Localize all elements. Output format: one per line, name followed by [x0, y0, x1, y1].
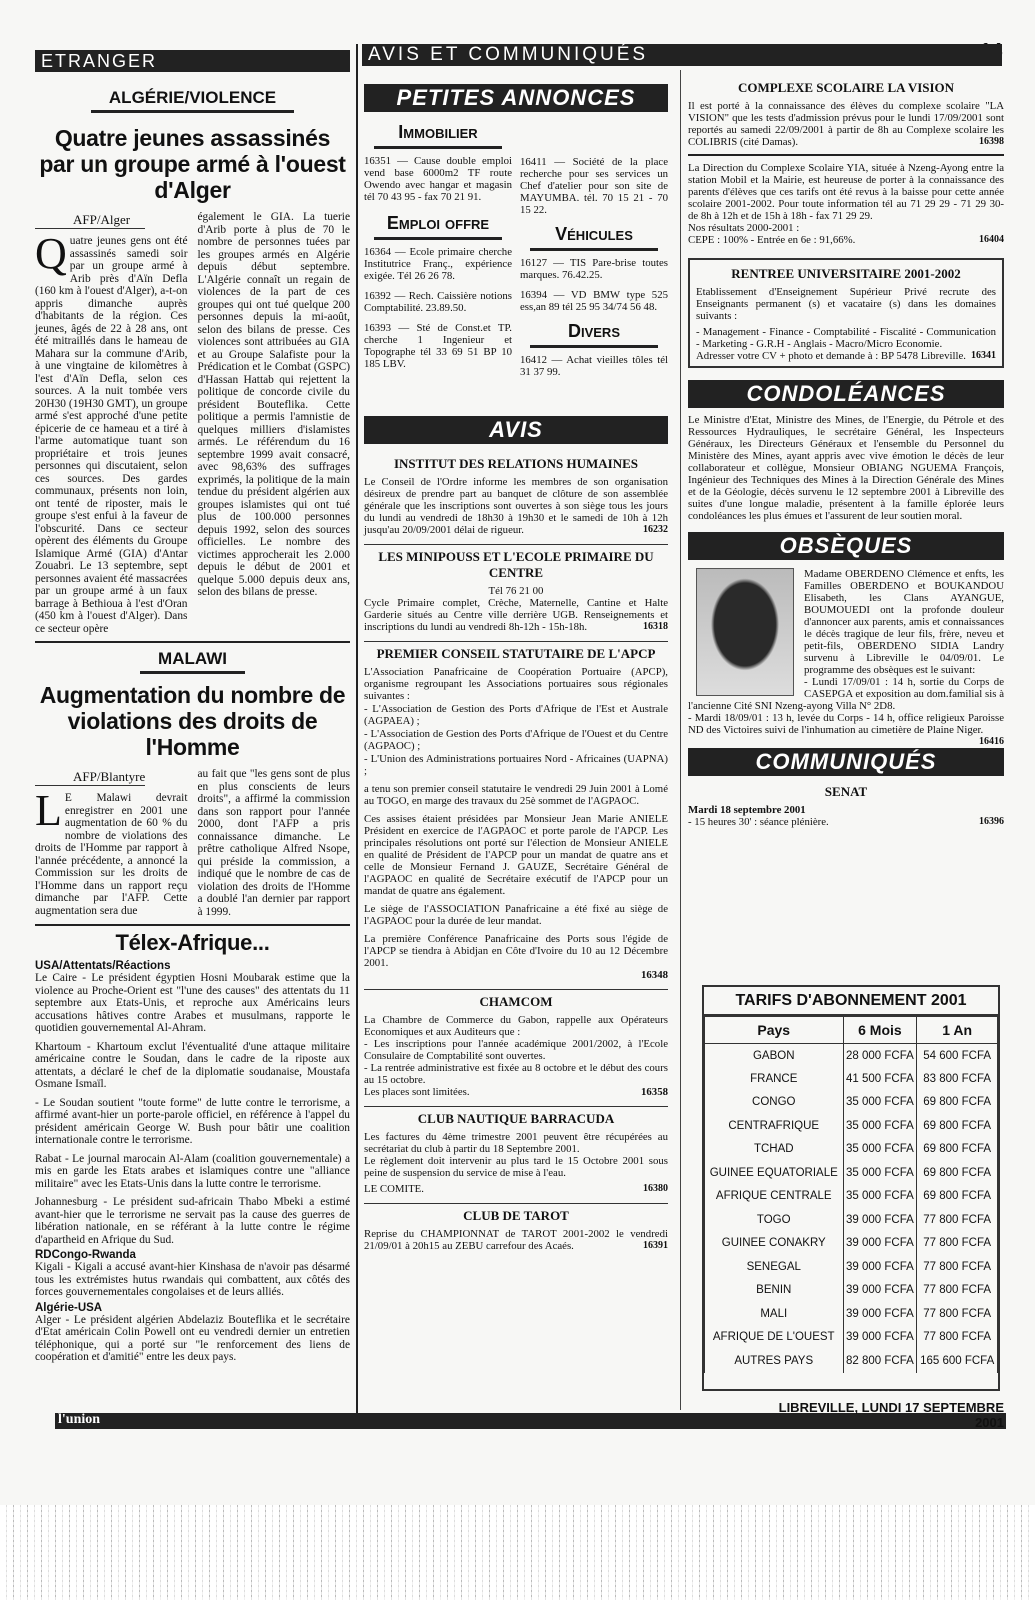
- notice-title: CLUB DE TAROT: [463, 1208, 569, 1223]
- notice-title: LES MINIPOUSS ET L'ECOLE PRIMAIRE DU CENTRE: [378, 549, 654, 580]
- notice-paragraph: - Les inscriptions pour l'année académique 2001/2002, à l'Ecole Consulaire de Comptabilité sont ouvertes.: [364, 1038, 668, 1062]
- footer-date: LIBREVILLE, LUNDI 17 SEPTEMBRE 2001: [778, 1400, 1004, 1430]
- table-cell: 77 800 FCFA: [917, 1255, 998, 1279]
- table-cell: 165 600 FCFA: [917, 1349, 998, 1373]
- table-cell: 39 000 FCFA: [843, 1255, 917, 1279]
- notice-title: COMPLEXE SCOLAIRE LA VISION: [737, 80, 955, 95]
- table-cell: 39 000 FCFA: [843, 1208, 917, 1232]
- table-cell: 39 000 FCFA: [843, 1279, 917, 1303]
- table-cell: 35 000 FCFA: [843, 1138, 917, 1162]
- table-cell: 54 600 FCFA: [917, 1044, 998, 1068]
- classified-ad: 16351 — Cause double emploi vend base 6000m2 TF route Owendo avec hangar et magasin tél 70 43 95 - fax 70 21 91.: [364, 155, 512, 203]
- article-kicker: ALGÉRIE/VIOLENCE: [35, 88, 350, 113]
- table-row: [705, 1114, 998, 1138]
- classified-ad: 16412 — Achat vieilles tôles tél 31 37 99.: [520, 354, 668, 378]
- notice-paragraph: Les places sont limitées.: [364, 1086, 470, 1098]
- avis-label: AVIS: [364, 416, 668, 444]
- chamcom-notice: [364, 1014, 668, 1098]
- table-cell: 28 000 FCFA: [843, 1044, 917, 1068]
- notice-paragraph: La première Conférence Panafricaine des Ports sous l'égide de l'APCP se tiendra à Abidjan en Côte d'Ivoire du 10 au 12 Décembre 2001.: [364, 933, 668, 969]
- notice-ref: 16348: [641, 969, 668, 981]
- notice-paragraph: - L'Union des Administrations portuaires Nord - Africaines (UAPNA) ;: [364, 753, 668, 777]
- table-cell: AFRIQUE DE L'OUEST: [705, 1326, 844, 1350]
- notice-paragraph: - La rentrée administrative est fixée au 8 octobre et le début des cours au 15 octobre.: [364, 1062, 668, 1086]
- table-cell: 41 500 FCFA: [843, 1067, 917, 1091]
- section-header-avis: AVIS ET COMMUNIQUÉS: [362, 44, 1002, 66]
- avis-column: [364, 84, 668, 1252]
- obseques-label: OBSÈQUES: [688, 532, 1004, 560]
- notice-paragraph: - L'Association de Gestion des Ports d'Afrique de l'Ouest et du Centre (AGPAOC) ;: [364, 728, 668, 752]
- notice-paragraph: Ces assises étaient présidées par Monsieur Jean Marie ANIELE Président en exercice de l'AGPAOC et porte parole de l'APCP. Les principales résolutions ont porté sur l'élection de Monsieur ANIELE en qualité de Président de l'APCP pour un mandat de quatre ans et celle de Monsieur Fernand J. GAUZE, Secrétaire Général de l'AGPAOC en qualité de Secrétaire exécutif de l'APCP pour un mandat de quatre ans également.: [364, 813, 668, 897]
- table-row: [705, 1044, 998, 1068]
- notice-text: Reprise du CHAMPIONNAT de TAROT 2001-2002 le vendredi 21/09/01 à 20h15 au ZEBU carrefour des Acaés. 16391: [364, 1228, 668, 1252]
- section-header-etranger: ETRANGER: [35, 50, 350, 72]
- table-row: [705, 1138, 998, 1162]
- notice-paragraph: Le siège de l'ASSOCIATION Panafricaine a été fixé au siège de l'AGPAOC pour la durée de leur mandat.: [364, 903, 668, 927]
- classified-ad: 16411 — Société de la place recherche pour ses services un Chef d'atelier pour son site de MAYUMBA. tél. 70 15 21 - 70 15 22.: [520, 156, 668, 216]
- article-kicker: MALAWI: [35, 649, 350, 674]
- notice-title: CHAMCOM: [479, 994, 553, 1009]
- table-cell: 69 800 FCFA: [917, 1161, 998, 1185]
- tarifs-title: TARIFS D'ABONNEMENT 2001: [704, 987, 998, 1016]
- table-cell: 77 800 FCFA: [917, 1208, 998, 1232]
- article-headline: Augmentation du nombre de violations des droits de l'Homme: [39, 682, 346, 760]
- category-vehicules: Véhicules: [530, 224, 658, 251]
- table-cell: FRANCE: [705, 1067, 844, 1091]
- table-cell: GUINEE CONAKRY: [705, 1232, 844, 1256]
- table-row: [705, 1232, 998, 1256]
- table-cell: 35 000 FCFA: [843, 1185, 917, 1209]
- table-cell: 77 800 FCFA: [917, 1232, 998, 1256]
- article-text: E Malawi devrait enregistrer en 2001 une augmentation de 60 % du nombre de violations des droits de l'Homme par rapport à l'année précédente, a annoncé la Commission sur les droits de l'Homme dans un rapport reçu dimanche par l'AFP. Cette augmentation sera due: [35, 792, 188, 917]
- notice-paragraph: - L'Association de Gestion des Ports d'Afrique de l'Est et Australe (AGPAEA) ;: [364, 703, 668, 727]
- telex-item-text: Alger - Le président algérien Abdelaziz Bouteflika et le secrétaire d'Etat américain Colin Powell ont eu vendredi dernier un entretien téléphonique, qui a porté sur "le renforcement des liens de coopération et d'amitié" entre les deux pays.: [35, 1313, 350, 1363]
- table-cell: 83 800 FCFA: [917, 1067, 998, 1091]
- article-byline: AFP/Alger: [35, 212, 145, 229]
- table-cell: 69 800 FCFA: [917, 1114, 998, 1138]
- telex-item-text: Khartoum - Khartoum exclut l'éventualité d'une attaque militaire américaine contre le Soudan, dans le cadre de la riposte aux attentats, a déclaré le chef de la diplomatie soudanaise, Moustafa Osmane Ismaïl.: [35, 1040, 350, 1090]
- table-cell: 77 800 FCFA: [917, 1279, 998, 1303]
- classified-ad: 16393 — Sté de Const.et TP. cherche 1 Ingenieur et Topographe tél 33 69 51 BP 10 185 LBV.: [364, 322, 512, 370]
- article-headline: Quatre jeunes assassinés par un groupe armé à l'ouest d'Alger: [39, 125, 346, 203]
- table-cell: 35 000 FCFA: [843, 1091, 917, 1115]
- avis-section-bar: [362, 44, 1002, 66]
- notice-paragraph: Les factures du 4ème trimestre 2001 peuvent être récupérées au secrétariat du club à partir du 18 Septembre 2001.: [364, 1131, 668, 1155]
- table-row: [705, 1326, 998, 1350]
- table-row: [705, 1161, 998, 1185]
- article-byline: AFP/Blantyre: [35, 769, 145, 786]
- table-cell: TCHAD: [705, 1138, 844, 1162]
- apcp-notice: [364, 666, 668, 981]
- drop-cap: L: [35, 786, 62, 835]
- communiques-label: COMMUNIQUÉS: [688, 748, 1004, 776]
- article-text: également le GIA. La tuerie d'Arib porte à plus de 70 le nombre de personnes tuées par les groupes armés en Algérie depuis début septembre. L'Algérie connaît un regain de violences de la part de ces groupes qui ont tué quelque 200 personnes depuis la mi-août, selon des bilans de presse. Ces violences sont attribuées au GIA et au Groupe Salafiste pour la Prédication et le Combat (GSPC) d'Hassan Hattab qui rejettent la politique de concorde civile du président Bouteflika. Cette politique a permis l'amnistie de quelques milliers d'islamistes armés. Le référendum du 16 septembre 1999 avait consacré, avec 98,63% des suffrages exprimés, la politique de la main tendue du président algérien aux groupes islamistes qui ont tué plus de 100.000 personnes depuis 1992, selon des sources officielles. Le nombre des victimes approcherait les 2.000 depuis le début de 2001 et quelque 5.000 depuis deux ans, selon des bilans de presse.: [197, 211, 350, 598]
- table-cell: 77 800 FCFA: [917, 1326, 998, 1350]
- telex-item-text: - Le Soudan soutient "toute forme" de lutte contre le terrorisme, a affirmé avant-hier un porte-parole officiel, en référence à l'appel du président américain George W. Bush pour bâtir une coalition internationale contre le terrorisme.: [35, 1096, 350, 1146]
- telex-item-head: Algérie-USA: [35, 1301, 103, 1314]
- table-cell: CENTRAFRIQUE: [705, 1114, 844, 1138]
- telex-item-text: Johannesburg - Le président sud-africain Thabo Mbeki a estimé avant-hier que le terrorisme ne servait pas la cause des guerres de libération nationale, en se référant à la lutte contre le régime d'apartheid en Afrique du Sud.: [35, 1196, 350, 1246]
- tarifs-table-box: [702, 985, 1000, 1391]
- table-row: [705, 1067, 998, 1091]
- table-row: [705, 1208, 998, 1232]
- table-row: [705, 1091, 998, 1115]
- table-header: Pays: [705, 1017, 844, 1044]
- notice-text: La Direction du Complexe Scolaire YIA, située à Nzeng-Ayong entre la station Mobil et la Mairie, est heureuse de porter à la connaissance des parents d'élèves que ces tarifs ont été revus à la baisse pour cette année scolaire 2001-2002. Pour toute information tél au 71 29 29 - 71 29 30- de 8h à 12h et de 15h à 18h - fax 71 29 29.: [688, 162, 1004, 222]
- article-body: [35, 768, 350, 918]
- table-cell: 69 800 FCFA: [917, 1091, 998, 1115]
- notice-paragraph: Le règlement doit intervenir au plus tard le 15 Octobre 2001 sous peine de suspension du service de mise à l'eau.: [364, 1155, 668, 1179]
- table-cell: 35 000 FCFA: [843, 1161, 917, 1185]
- table-cell: GUINEE EQUATORIALE: [705, 1161, 844, 1185]
- table-row: [705, 1279, 998, 1303]
- senat-title: SENAT: [824, 784, 868, 799]
- notice-title: PREMIER CONSEIL STATUTAIRE DE L'APCP: [376, 646, 656, 661]
- telex-title: Télex-Afrique...: [115, 930, 270, 955]
- table-cell: SENEGAL: [705, 1255, 844, 1279]
- table-cell: 39 000 FCFA: [843, 1232, 917, 1256]
- table-cell: GABON: [705, 1044, 844, 1068]
- table-cell: AFRIQUE CENTRALE: [705, 1185, 844, 1209]
- table-cell: TOGO: [705, 1208, 844, 1232]
- classified-ad: 16394 — VD BMW type 525 ess,an 89 tél 25 95 34/74 56 48.: [520, 289, 668, 313]
- rentree-box: RENTREE UNIVERSITAIRE 2001-2002 Etablissement d'Enseignement Supérieur Privé recrute des Enseignants permanent (s) et vacataire (s) dans les domaines suivants : - Management - Finance - Comptabilité - Fiscalité - Communication - Marketing - G.R.H - Anglais - Macro/Micro Economie. Adresser votre CV + photo et demande à : BP 5478 Libreville. 16341: [688, 258, 1004, 368]
- article-text: au fait que "les gens sont de plus en plus conscients de leurs droits", a affirmé la commission dans son rapport pour l'année 2000, dont l'AFP a pris connaissance dimanche. Le prêtre catholique Alfred Nsope, qui préside la commission, a indiqué que le nombre de cas de violation des droits de l'Homme a doublé l'an dernier par rapport à 1999.: [197, 768, 350, 918]
- condoleances-label: CONDOLÉANCES: [688, 380, 1004, 408]
- tarifs-table: [704, 1016, 998, 1373]
- classified-ad: 16127 — TIS Pare-brise toutes marques. 76.42.25.: [520, 257, 668, 281]
- article-text: uatre jeunes gens ont été assassinés samedi soir par un groupe armé à Arib près d'Aïn Defla (160 km à l'ouest d'Alger), a-t-on appris dimanche auprès d'habitants de la région. Ces jeunes, âgés de 22 à 28 ans, ont été mitraillés dans le hameau de Mahara sur la commune d'Arib, à une vingtaine de kilomètres à l'est d'Aïn Defla, selon ces sources. A la nuit tombée vers 20H30 (19H30 GMT), un groupe armé s'est approché d'une petite épicerie de ce hameau et a tiré à l'arme automatique tuant son propriétaire et trois jeunes personnes qui discutaient, selon ces sources. Des gardes communaux, présents non loin, ont tenté de riposter, mais le groupe s'est enfui à la faveur de l'obscurité. Dans ce secteur opèrent des éléments du Groupe Islamique Armé (GIA) d'Antar Zouabri. Le 13 septembre, sept personnes avaient été massacrées par un groupe armé à un faux barrage à Bethioua à l'est d'Oran (450 km à l'ouest d'Alger). Dans ce secteur opère: [35, 235, 188, 635]
- notice-paragraph: a tenu son premier conseil statutaire le vendredi 29 Juin 2001 à Lomé au TOGO, en marge des travaux du 25è sommet de l'AGPAOC.: [364, 783, 668, 807]
- table-row: [705, 1349, 998, 1373]
- table-cell: CONGO: [705, 1091, 844, 1115]
- telex-list: [35, 960, 350, 1364]
- notice-text: Nos résultats 2000-2001 :: [688, 222, 800, 234]
- barracuda-notice: [364, 1131, 668, 1179]
- drop-cap: Q: [35, 229, 67, 278]
- table-cell: 35 000 FCFA: [843, 1114, 917, 1138]
- table-row: [705, 1255, 998, 1279]
- notice-ref: 16232: [643, 524, 668, 535]
- category-divers: Divers: [530, 321, 658, 348]
- portrait-photo: [696, 568, 794, 696]
- telex-item-head: RDCongo-Rwanda: [35, 1249, 136, 1261]
- table-cell: 69 800 FCFA: [917, 1138, 998, 1162]
- telex-item-text: Kigali - Kigali a accusé avant-hier Kinshasa de n'avoir pas désarmé tous les extrémistes hutus rwandais qui combattent, aux côtés des forces gouvernementales congolaises et de leurs alliés.: [35, 1261, 350, 1298]
- table-cell: 39 000 FCFA: [843, 1326, 917, 1350]
- table-cell: 82 800 FCFA: [843, 1349, 917, 1373]
- notice-title: CLUB NAUTIQUE BARRACUDA: [417, 1111, 615, 1126]
- notice-text: Il est porté à la connaissance des élèves du complexe scolaire "LA VISION" que les tests d'admission prévus pour le lundi 17/09/2001 sont reportés au samedi 22/09/2001 à partir de 8h au Complexe scolaire les COLIBRIS (cité Damas). 16398: [688, 100, 1004, 148]
- table-cell: 69 800 FCFA: [917, 1185, 998, 1209]
- notice-title: RENTREE UNIVERSITAIRE 2001-2002: [731, 266, 961, 281]
- table-cell: 77 800 FCFA: [917, 1302, 998, 1326]
- telex-item-head: USA/Attentats/Réactions: [35, 960, 171, 972]
- table-row: [705, 1302, 998, 1326]
- notice-sub: Tél 76 21 00: [488, 585, 544, 597]
- classified-ad: 16364 — Ecole primaire cherche Institutrice Franç., expérience exigée. Tél 26 26 78.: [364, 246, 512, 282]
- notice-text: Cycle Primaire complet, Crèche, Maternelle, Cantine et Halte Garderie situés au Centre ville derrière UGB. Renseignements et inscriptions du lundi au vendredi 8h-12h - 15h-18h. 16318: [364, 597, 668, 633]
- article-body: [35, 211, 350, 635]
- telex-item-text: Le Caire - Le président égyptien Hosni Moubarak estime que la violence au Proche-Orient est "l'une des causes" des attentats du 11 septembre aux Etats-Unis, et reproche aux Américains leurs accusations hâtives contre Arabes et musulmans, rapporte le quotidien gouvernemental Al-Ahram.: [35, 972, 350, 1034]
- table-header: 6 Mois: [843, 1017, 917, 1044]
- etranger-column: [35, 50, 350, 1364]
- notice-title: INSTITUT DES RELATIONS HUMAINES: [393, 456, 639, 471]
- notice-paragraph: La Chambre de Commerce du Gabon, rappelle aux Opérateurs Economiques et aux Auditeurs que :: [364, 1014, 668, 1038]
- telex-item-text: Rabat - Le journal marocain Al-Alam (coalition gouvernementale) a mis en garde les Etats arabes et islamiques contre une "alliance militaire" avec les Etats-Unis dans la lutte contre le terrorisme.: [35, 1152, 350, 1190]
- notice-text: CEPE : 100% - Entrée en 6e : 91,66%. 16404: [688, 234, 1004, 246]
- table-cell: MALI: [705, 1302, 844, 1326]
- condoleances-text: Le Ministre d'Etat, Ministre des Mines, de l'Energie, du Pétrole et des Ressources Hydrauliques, le secrétaire Général, les Inspecteurs Généraux, les Directeurs Généraux et l'ensemble du Personnel du Ministère des Mines, ayant appris avec vive émotion le décès de leur collaborateur et collègue, Monsieur OBIANG NGUEMA François, Ingénieur des Techniques des Mines à la Direction Générale des Mines et de la Géologie, décès survenu le 12 septembre 2001 à Libreville des suites d'une longue maladie, présentent à la famille éplorée leurs condoléances les plus émues et l'assurent de leur soutien moral.: [688, 414, 1004, 522]
- petites-annonces-label: PETITES ANNONCES: [364, 84, 668, 112]
- classified-ad: 16392 — Rech. Caissière notions Comptabilité. 23.89.50.: [364, 290, 512, 314]
- table-cell: BENIN: [705, 1279, 844, 1303]
- notice-text: Le Conseil de l'Ordre informe les membres de son organisation désireux de prendre part au banquet de clôture de son assemblée générale que les inscriptions sont ouvertes à son siège tous les jours du lundi au vendredi de 18h30 à 19h30 et le samedi de 10h à 12h jusqu'au 20/09/2001 délai de rigueur. 16232: [364, 476, 668, 536]
- notice-ref: 16358: [641, 1086, 668, 1098]
- notice-paragraph: L'Association Panafricaine de Coopération Portuaire (APCP), organisme regroupant les Associations portuaires sous régionales suivantes :: [364, 666, 668, 702]
- category-immobilier: Immobilier: [374, 122, 502, 149]
- notice-sign: LE COMITE. 16380: [364, 1183, 668, 1195]
- table-header: 1 An: [917, 1017, 998, 1044]
- table-row: [705, 1185, 998, 1209]
- scan-artifact: [0, 1505, 1035, 1600]
- category-emploi: Emploi offre: [374, 213, 502, 240]
- obseques-notice: Madame OBERDENO Clémence et enfts, les Familles OBERDENO et BOUKANDOU Elisabeth, les Clans AYANGUE, BOUMOUEDI ont la profonde douleur d'annoncer aux parents, amis et connaissances le décès tragique de leur fils, frère, neveu et petit-fils, OBERDENO SIDIA Landry survenu à Libreville le 04/09/01. Le programme des obsèques est le suivant: - Lundi 17/09/01 : 14 h, sortie du Corps de CASEPGA et exposition au dom.familial sis à l'ancienne Cité SNI Nzeng-ayong Villa N° 2D8. - Mardi 18/09/01 : 13 h, levée du Corps - 14 h, office religieux Paroisse ND des Victoires suivi de l'inhumation au cimetière de Plaine Niger. 16416: [688, 568, 1004, 747]
- right-column: COMPLEXE SCOLAIRE LA VISION Il est porté à la connaissance des élèves du complexe scolaire "LA VISION" que les tests d'admission prévus pour le lundi 17/09/2001 sont reportés au samedi 22/09/2001 à partir de 8h au Complexe scolaire les COLIBRIS (cité Damas). 16398 La Direction du Complexe Scolaire YIA, située à Nzeng-Ayong entre la station Mobil et la Mairie, est heureuse de porter à la connaissance des parents d'élèves que ces tarifs ont été revus à la baisse pour cette année scolaire 2001-2002. Pour toute information tél au 71 29 29 - 71 29 30- de 8h à 12h et de 15h à 18h - fax 71 29 29. Nos résultats 2000-2001 : CEPE : 100% - Entrée en 6e : 91,66%. 16404 RENTREE UNIVERSITAIRE 2001-2002 Etablissement d'Enseignement Supérieur Privé recrute des Enseignants permanent (s) et vacataire (s) dans les domaines suivants : - Management - Finance - Comptabilité - Fiscalité - Communication - Marketing - G.R.H - Anglais - Macro/Micro Economie. Adresser votre CV + photo et demande à : BP 5478 Libreville. 16341 CONDOLÉANCES Le Ministre d'Etat, Ministre des Mines, de l'Energie, du Pétrole et des Ressources Hydrauliques, le secrétaire Général, les Inspecteurs Généraux, les Directeurs Généraux et l'ensemble du Personnel du Ministère des Mines, ayant appris avec vive émotion le décès de leur collaborateur et collègue, Monsieur OBIANG NGUEMA François, Ingénieur des Techniques des Mines à la Direction Générale des Mines et de la Géologie, décès survenu le 12 septembre 2001 à Libreville des suites d'une longue maladie, présentent à la famille éplorée leurs condoléances les plus émues et l'assurent de leur soutien moral. OBSÈQUES Madame OBERDENO Clémence et enfts, les Familles OBERDENO et BOUKANDOU Elisabeth, les Clans AYANGUE, BOUMOUEDI ont la profonde douleur d'annoncer aux parents, amis et connaissances le décès tragique de leur fils, frère, neveu et petit-fils, OBERDENO SIDIA Landry survenu à Libreville le 04/09/01. Le programme des obsèques est le suivant: - Lundi 17/09/01 : 14 h, sortie du Corps de CASEPGA et exposition au dom.familial sis à l'ancienne Cité SNI Nzeng-ayong Villa N° 2D8. - Mardi 18/09/01 : 13 h, levée du Corps - 14 h, office religieux Paroisse ND des Victoires suivi de l'inhumation au cimetière de Plaine Niger. 16416 COMMUNIQUÉS SENAT Mardi 18 septembre 2001 - 15 heures 30' : séance plénière. 16396: [688, 80, 1004, 828]
- footer-logo: l'union: [58, 1412, 101, 1427]
- table-cell: 39 000 FCFA: [843, 1302, 917, 1326]
- table-cell: AUTRES PAYS: [705, 1349, 844, 1373]
